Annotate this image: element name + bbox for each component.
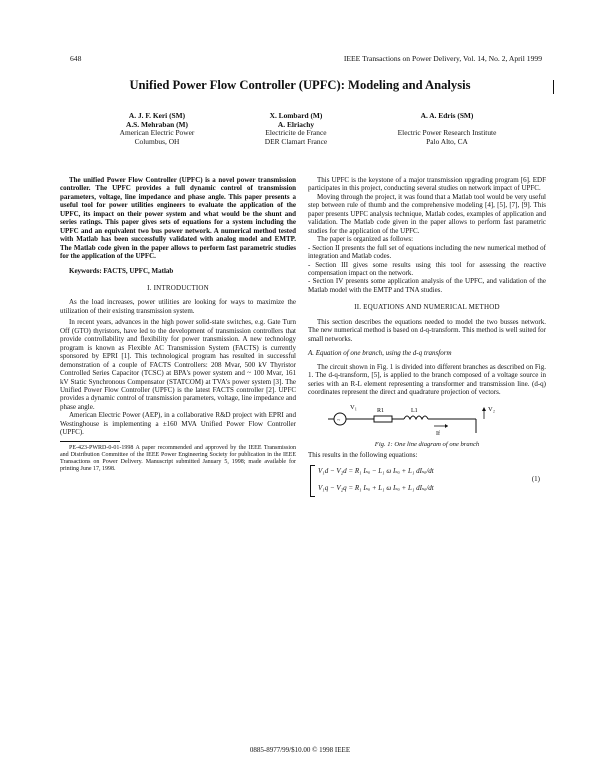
author-name: A. A. Edris (SM) bbox=[420, 111, 474, 120]
page-number: 648 bbox=[70, 54, 82, 63]
abstract: The unified Power Flow Controller (UPFC) is a novel power transmission controller. The UPFC provides a full dynamic control of transmission parameters, voltage, line impedance and phase angle. This paper presents a useful tool for power utilities engineers to evaluate the application of the UPFC, its impact on their power system and what would be the shunt and series ratings. This paper gives sets of equations for a system including the UPFC and an equivalent two bus power network. A numerical method tested with Matlab has been successfully validated with analog model and EMTP. The Matlab code given in the paper allows to perform fast parametric studies for the application of the UPFC. bbox=[60, 176, 296, 261]
arrowhead-icon bbox=[445, 424, 448, 428]
v2-label: V₂ bbox=[488, 406, 495, 414]
paragraph: Moving through the project, it was found that a Matlab tool would be very useful step between rule of thumb and the comprehensive modeling [4], [5], [7], [9]. This paper presents UPFC analysis technique, Matlab codes, examples of application and validation. The Matlab code given in the paper allows to perform fast parametric studies for the application of the UPFC. bbox=[308, 192, 546, 235]
author-block-1 bbox=[92, 112, 222, 146]
source-symbol: ~ bbox=[337, 418, 341, 425]
arrowhead-icon bbox=[482, 407, 486, 411]
resistor-icon bbox=[374, 416, 392, 422]
current-label: If bbox=[436, 431, 440, 438]
r1-label: R1 bbox=[377, 408, 385, 415]
paragraph: This results in the following equations: bbox=[308, 451, 418, 460]
paragraph: The circuit shown in Fig. 1 is divided into different branches as described on Fig. 1. The d-q-transform, [5], is applied to the branch composed of a voltage source in series with an R-L element representing a transformer and transmission line. (d-q) coordinates represent the direct and quadrature projection of vectors. bbox=[308, 362, 546, 396]
running-header: IEEE Transactions on Power Delivery, Vol. 14, No. 2, April 1999 bbox=[343, 54, 542, 63]
v1-label: V₁ bbox=[350, 404, 357, 412]
author-name: A. J. F. Keri (SM) bbox=[128, 111, 186, 120]
subsection-heading: A. Equation of one branch, using the d-q transform bbox=[308, 349, 452, 358]
margin-mark bbox=[553, 80, 554, 94]
paragraph: This UPFC is the keystone of a major transmission upgrading program [6]. EDF participates in this project, conducting several studies on network impact of UPFC. bbox=[308, 176, 546, 193]
list-item: - Section III gives some results using this tool for assessing the reactive compensation impact on the network. bbox=[308, 260, 546, 277]
section-heading-introduction: I. INTRODUCTION bbox=[147, 283, 209, 292]
footnote: PE-423-PWRD-0-01-1998 A paper recommended and approved by the IEEE Transmission and Distribution Committee of the IEEE Power Engineering Society for publication in the IEEE Transactions on Power Delivery. Manuscript submitted January 5, 1998; made available for printing June 17, 1998. bbox=[60, 444, 296, 473]
paragraph: As the load increases, power utilities are looking for ways to maximize the utilization of their existing transmission system. bbox=[60, 298, 296, 315]
paragraph: In recent years, advances in the high power solid-state switches, e.g. Gate Turn Off (GTO) thyristors, have led to the development of transmission controllers that provide controllability and flexibility for power transmission. A new technology program is known as Flexible AC Transmission System (FACTS) is currently sponsored by EPRI [1]. This technological program has resulted in successful demonstration of a couple of FACTS Controllers: 208 Mvar, 500 kV Thyristor Controlled Series Capacitor (TCSC) at BPA's power system and ~ 100 Mvar, 161 kV Static Synchronous Compensator (STATCOM) at TVA's power system [3]. The Unified Power Flow Controller (UPFC) is the latest FACTS controller [2]. UPFC provides a dynamic control of transmission parameters, voltage, line impedance and phase angle. bbox=[60, 318, 296, 411]
copyright-footer: 0885-8977/99/$10.00 © 1998 IEEE bbox=[249, 746, 351, 754]
author-location: Palo Alto, CA bbox=[426, 136, 468, 146]
figure-1 bbox=[308, 399, 546, 451]
list-item: - Section IV presents some application analysis of the UPFC, and validation of the Matlab model with the EMTP and TNA studies. bbox=[308, 277, 546, 294]
author-name: A.S. Mehraban (M) bbox=[126, 119, 188, 129]
equation-line: V₁d − V₂d = R₁ Iₛₐ − L₁ ω Iₛₐ + L₁ dIₛₐ/dt bbox=[318, 466, 434, 475]
equation-number: (1) bbox=[531, 474, 540, 483]
inductor-icon bbox=[404, 416, 428, 419]
figure-caption: Fig. 1: One line diagram of one branch bbox=[374, 441, 480, 449]
author-location: Columbus, OH bbox=[134, 136, 180, 146]
left-column bbox=[60, 176, 296, 474]
right-column bbox=[308, 176, 546, 501]
paragraph: The paper is organized as follows: bbox=[317, 235, 414, 244]
list-item: - Section II presents the full set of equations including the new numerical method of integration and Matlab codes. bbox=[308, 243, 546, 261]
author-block-2 bbox=[236, 112, 356, 146]
author-affiliation: American Electric Power bbox=[119, 128, 195, 138]
footnote-rule bbox=[60, 441, 120, 442]
l1-label: L1 bbox=[411, 408, 418, 415]
author-name: A. Elriachy bbox=[277, 119, 315, 129]
paper-title: Unified Power Flow Controller (UPFC): Modeling and Analysis bbox=[129, 78, 471, 92]
author-name: X. Lombard (M) bbox=[269, 111, 323, 120]
equation-line: V₁q − V₂q = R₁ Iₛₐ + L₁ ω Iₛₐ + L₁ dIₛₐ/dt bbox=[318, 483, 434, 492]
equation-brace bbox=[310, 465, 315, 497]
author-affiliation: Electricite de France bbox=[265, 128, 327, 138]
author-block-3 bbox=[372, 112, 522, 146]
paragraph: American Electric Power (AEP), in a collaborative R&D project with EPRI and Westinghouse is implementing a ±160 MVA Unified Power Flow Controller (UPFC). bbox=[60, 411, 296, 437]
paragraph: This section describes the equations needed to model the two busses network. The new numerical method is based on d-q-transform. This method is well suited for small networks. bbox=[308, 317, 546, 343]
author-affiliation: Electric Power Research Institute bbox=[397, 128, 497, 138]
section-heading-equations: II. EQUATIONS AND NUMERICAL METHOD bbox=[354, 303, 500, 312]
one-line-diagram bbox=[308, 399, 546, 443]
keywords: Keywords: FACTS, UPFC, Matlab bbox=[69, 266, 174, 275]
author-location: DER Clamart France bbox=[264, 136, 328, 146]
equation-1 bbox=[308, 463, 546, 501]
